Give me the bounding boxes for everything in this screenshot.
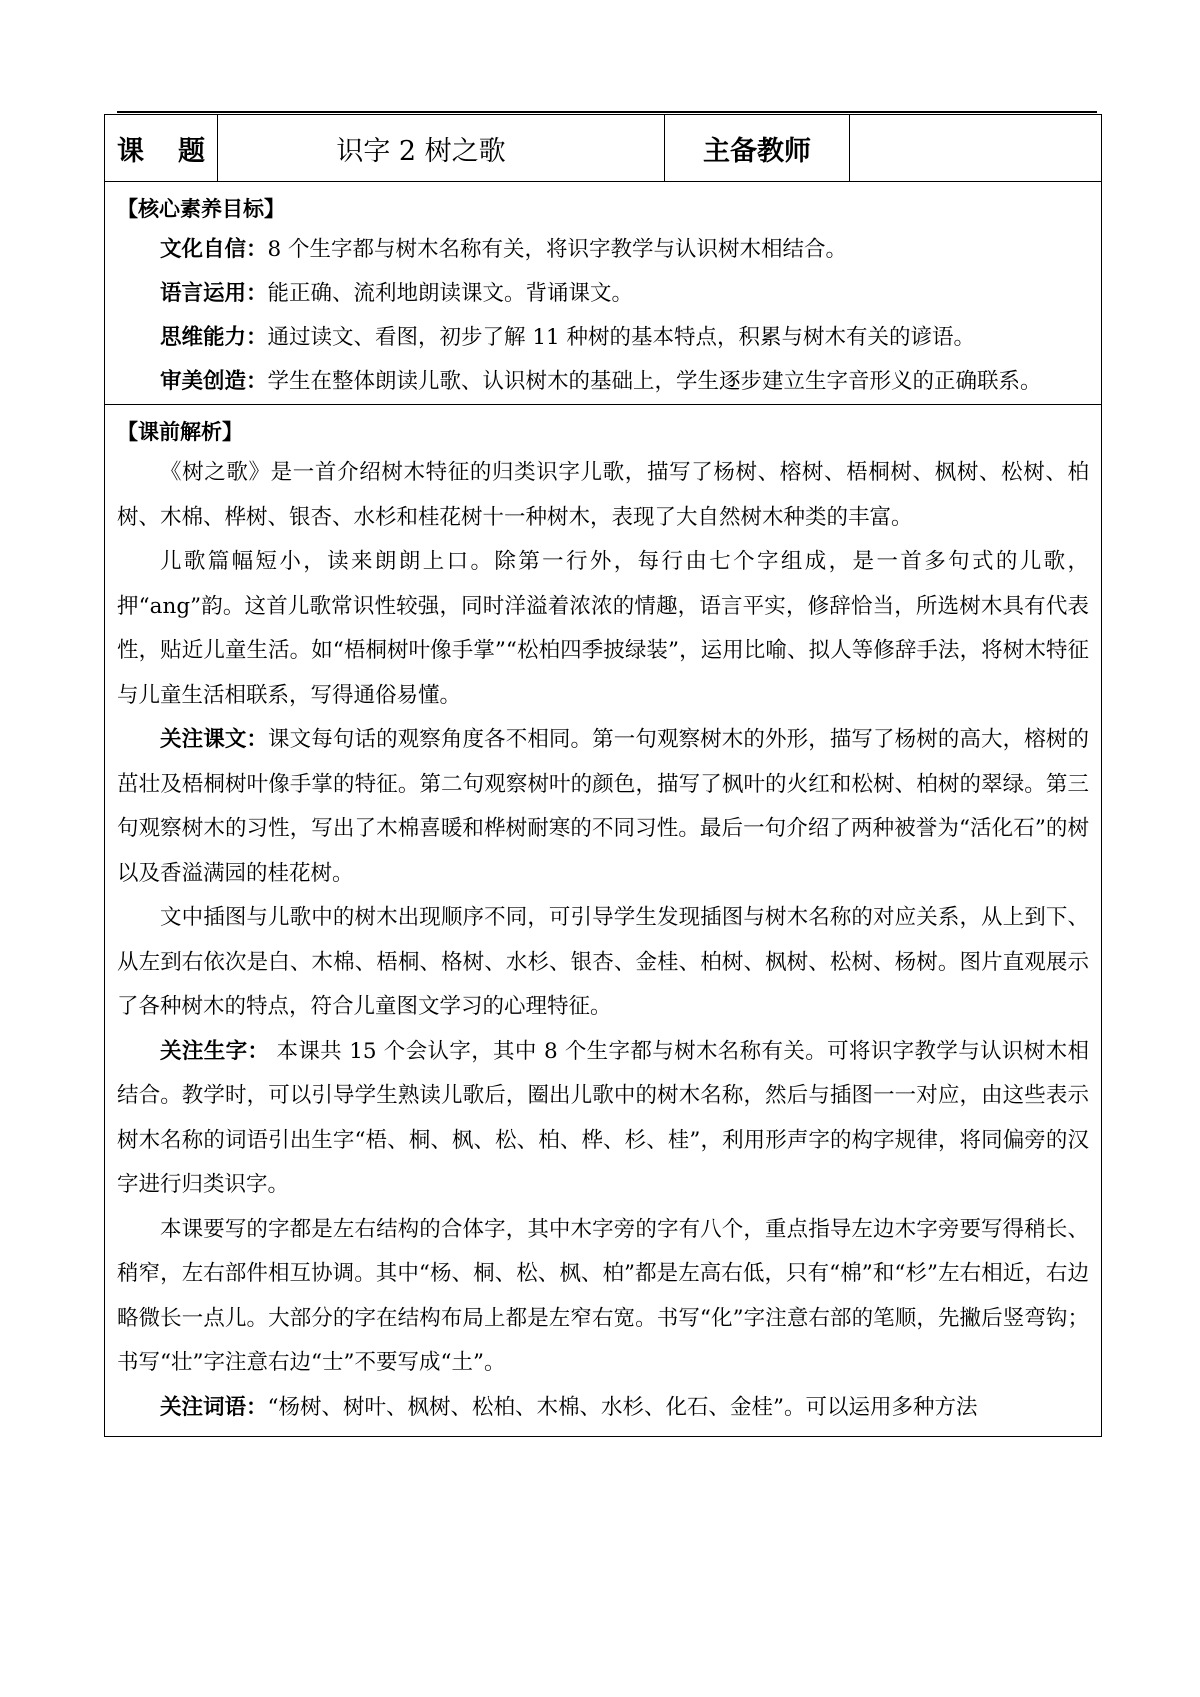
goal-text: 能正确、流利地朗读课文。背诵课文。 bbox=[267, 281, 634, 306]
pre-lesson-analysis-section bbox=[105, 405, 1101, 1436]
paragraph-text: 本课共 15 个会认字，其中 8 个生字都与树木名称有关。可将识字教学与认识树木相结合。教学时，可以引导学生熟读儿歌后，圈出儿歌中的树木名称，然后与插图一一对应，由这些表示树木名称的词语引出生字“梧、桐、枫、松、柏、桦、杉、桂”，利用形声字的构字规律，将同偏旁的汉字进行归类识字。 bbox=[117, 1038, 1089, 1197]
paragraph-label: 关注生字： bbox=[160, 1038, 270, 1064]
paragraph-text: 儿歌篇幅短小，读来朗朗上口。除第一行外，每行由七个字组成，是一首多句式的儿歌，押“ang”韵。这首儿歌常识性较强，同时洋溢着浓浓的情趣，语言平实，修辞恰当，所选树木具有代表性，贴近儿童生活。如“梧桐树叶像手掌”“松柏四季披绿装”，运用比喻、拟人等修辞手法，将树木特征与儿童生活相联系，写得通俗易懂。 bbox=[117, 549, 1089, 708]
topic-label-char-1: 课 bbox=[117, 135, 144, 167]
analysis-paragraph bbox=[117, 896, 1089, 1030]
goal-item bbox=[117, 360, 1089, 404]
top-rule bbox=[117, 111, 1097, 113]
paragraph-label: 关注课文： bbox=[160, 727, 269, 752]
paragraph-text: 《树之歌》是一首介绍树木特征的归类识字儿歌，描写了杨树、榕树、梧桐树、枫树、松树、柏树、木棉、桦树、银杏、水杉和桂花树十一种树木，表现了大自然树木种类的丰富。 bbox=[117, 460, 1089, 530]
goal-text: 8 个生字都与树木名称有关，将识字教学与认识树木相结合。 bbox=[267, 237, 848, 262]
goal-label: 思维能力： bbox=[160, 325, 268, 350]
goal-label: 文化自信： bbox=[160, 237, 268, 262]
teacher-value bbox=[850, 115, 1101, 181]
analysis-paragraph bbox=[117, 1386, 1089, 1431]
lesson-title: 识字 2 树之歌 bbox=[218, 115, 665, 181]
topic-label bbox=[105, 115, 218, 181]
paragraph-label: 关注词语： bbox=[160, 1394, 268, 1420]
core-goals-section bbox=[105, 182, 1101, 405]
teacher-label: 主备教师 bbox=[665, 115, 850, 181]
lesson-plan-table bbox=[104, 114, 1102, 1437]
goal-item bbox=[117, 316, 1089, 360]
paragraph-text: 课文每句话的观察角度各不相同。第一句观察树木的外形，描写了杨树的高大，榕树的茁壮及梧桐树叶像手掌的特征。第二句观察树叶的颜色，描写了枫叶的火红和松树、柏树的翠绿。第三句观察树木的习性，写出了木棉喜暖和桦树耐寒的不同习性。最后一句介绍了两种被誉为“活化石”的树以及香溢满园的桂花树。 bbox=[117, 727, 1089, 886]
paragraph-text: “杨树、树叶、枫树、松柏、木棉、水杉、化石、金桂”。可以运用多种方法 bbox=[267, 1394, 978, 1420]
analysis-paragraph bbox=[117, 1030, 1089, 1208]
paragraph-text: 本课要写的字都是左右结构的合体字，其中木字旁的字有八个，重点指导左边木字旁要写得稍长、稍窄，左右部件相互协调。其中“杨、桐、松、枫、柏”都是左高右低，只有“棉”和“杉”左右相近，右边略微长一点儿。大部分的字在结构布局上都是左窄右宽。书写“化”字注意右部的笔顺，先撇后竖弯钩；书写“壮”字注意右边“士”不要写成“土”。 bbox=[117, 1216, 1089, 1375]
goal-label: 审美创造： bbox=[160, 369, 268, 394]
goal-label: 语言运用： bbox=[160, 281, 268, 306]
analysis-paragraph bbox=[117, 718, 1089, 896]
analysis-paragraph bbox=[117, 1208, 1089, 1386]
goal-item bbox=[117, 228, 1089, 272]
paragraph-text: 文中插图与儿歌中的树木出现顺序不同，可引导学生发现插图与树木名称的对应关系，从上到下、从左到右依次是白、木棉、梧桐、格树、水杉、银杏、金桂、柏树、枫树、松树、杨树。图片直观展示了各种树木的特点，符合儿童图文学习的心理特征。 bbox=[117, 905, 1089, 1019]
topic-label-char-2: 题 bbox=[178, 135, 205, 167]
header-row bbox=[105, 115, 1101, 182]
goal-item bbox=[117, 272, 1089, 316]
analysis-paragraph bbox=[117, 540, 1089, 718]
analysis-title: 【课前解析】 bbox=[117, 420, 243, 444]
core-goals-title: 【核心素养目标】 bbox=[117, 197, 285, 221]
goal-text: 通过读文、看图，初步了解 11 种树的基本特点，积累与树木有关的谚语。 bbox=[267, 325, 976, 350]
goal-text: 学生在整体朗读儿歌、认识树木的基础上，学生逐步建立生字音形义的正确联系。 bbox=[267, 369, 1042, 394]
analysis-paragraph bbox=[117, 451, 1089, 540]
